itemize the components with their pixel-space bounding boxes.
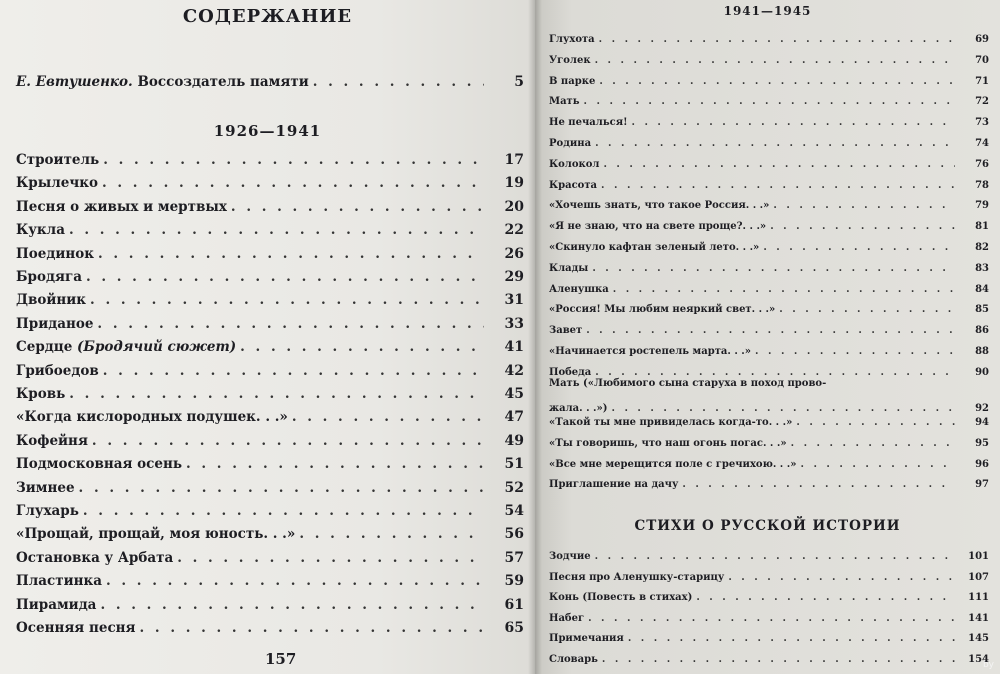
dot-leader — [86, 269, 484, 285]
toc-entry-page: 31 — [504, 292, 524, 309]
dot-leader — [601, 180, 955, 191]
dot-leader — [631, 117, 955, 128]
toc-entry-page: 111 — [968, 592, 989, 604]
toc-entry-page: 97 — [975, 479, 989, 491]
toc-entry — [549, 193, 989, 211]
section-heading-russian-history: СТИХИ О РУССКОЙ ИСТОРИИ — [634, 518, 901, 534]
toc-entry — [549, 452, 989, 470]
dot-leader — [801, 459, 956, 470]
toc-entry-title: «Все мне мерещится поле с гречихою. . .» — [549, 458, 797, 470]
toc-entry-page: 74 — [975, 138, 989, 149]
toc-entry-page: 88 — [975, 346, 989, 357]
toc-entry-title: Конь (Повесть в стихах) — [549, 592, 693, 604]
mat-entry-page: 92 — [975, 403, 989, 414]
toc-entry — [16, 146, 524, 168]
dot-leader — [770, 221, 955, 232]
dot-leader — [603, 159, 955, 170]
toc-entry-page: 73 — [975, 117, 989, 129]
toc-entry-page: 76 — [975, 158, 989, 170]
toc-entry — [549, 27, 989, 45]
dot-leader — [595, 367, 955, 378]
toc-entry-title: Приданое — [16, 315, 94, 332]
dot-leader — [186, 456, 484, 472]
toc-entry-page: 79 — [975, 200, 989, 212]
toc-entry — [16, 544, 524, 566]
toc-entry — [549, 606, 989, 624]
dot-leader — [682, 479, 955, 490]
toc-entry-title: Победа — [549, 366, 592, 378]
dot-leader — [779, 304, 955, 315]
toc-entry-page: 17 — [504, 152, 524, 168]
dot-leader — [231, 199, 484, 215]
toc-entry-title: Колокол — [549, 158, 600, 170]
toc-entry-page: 78 — [975, 179, 989, 191]
toc-entry-page: 86 — [975, 325, 989, 337]
section-heading-1926-1941: 1926—1941 — [213, 122, 322, 140]
toc-entry — [549, 69, 989, 87]
dot-leader — [628, 633, 955, 644]
mat-entry-line1: Мать («Любимого сына старуха в поход прово- — [549, 378, 827, 389]
toc-entry-title: Остановка у Арбата — [16, 549, 174, 566]
toc-entry-title: Уголек — [549, 54, 591, 66]
toc-entry-title: Подмосковная осень — [16, 456, 182, 473]
intro-page: 5 — [514, 74, 524, 90]
dot-leader — [696, 592, 955, 603]
contents-title: СОДЕРЖАНИЕ — [182, 6, 353, 27]
dot-leader — [98, 246, 484, 262]
toc-entry-page: 83 — [975, 262, 989, 274]
toc-entry-title: Осенняя песня — [16, 620, 136, 636]
dot-leader — [796, 417, 955, 428]
dot-leader — [90, 292, 484, 308]
dot-leader — [106, 573, 484, 589]
toc-entry-title: Набег — [549, 612, 585, 624]
toc-entry-title: Кровь — [16, 386, 66, 402]
toc-entry-page: 29 — [504, 269, 524, 285]
dot-leader — [613, 284, 955, 295]
dot-leader — [728, 572, 955, 583]
dot-leader — [791, 438, 955, 449]
toc-entry-title: Кукла — [16, 222, 65, 239]
toc-entry-title: Пирамида — [16, 596, 97, 613]
toc-entry-title: Грибоедов — [16, 362, 99, 379]
toc-entry — [549, 173, 989, 191]
toc-entry-page: 95 — [975, 437, 989, 449]
toc-entry-title: «Я не знаю, что на свете проще?. . .» — [549, 221, 767, 233]
toc-entry — [549, 152, 989, 170]
toc-entry-page: 107 — [968, 571, 989, 583]
dot-leader — [69, 386, 484, 402]
toc-entry — [16, 310, 524, 332]
toc-entry — [549, 360, 989, 378]
toc-entry — [16, 169, 524, 191]
toc-entry-page: 94 — [975, 417, 989, 428]
dot-leader — [755, 346, 955, 357]
toc-entry-page: 41 — [504, 339, 524, 356]
toc-entry-title: В парке — [549, 75, 596, 87]
toc-entry-page: 54 — [504, 503, 524, 519]
toc-entry-page: 51 — [504, 456, 524, 473]
toc-entry-title: «Прощай, прощай, моя юность. . .» — [16, 526, 296, 543]
toc-entry-title: Зодчие — [549, 551, 591, 562]
dot-leader — [83, 503, 484, 519]
toc-entry-title: Песня про Аленушку-старицу — [549, 571, 725, 583]
dot-leader — [595, 55, 955, 66]
section-heading-1941-1945: 1941—1945 — [723, 4, 812, 18]
toc-entry — [16, 240, 524, 262]
toc-entry-title: Родина — [549, 138, 592, 149]
toc-entry-title: Не печалься! — [549, 117, 628, 129]
toc-entry-title: Поединок — [16, 245, 94, 262]
toc-entry — [549, 472, 989, 490]
dot-leader — [599, 34, 955, 45]
toc-entry-title: Зимнее — [16, 479, 75, 496]
toc-entry-page: 22 — [504, 222, 524, 239]
dot-leader — [586, 325, 955, 336]
dot-leader — [584, 96, 955, 107]
toc-entry — [549, 647, 989, 665]
toc-entry-page: 141 — [968, 612, 989, 624]
toc-entry-page: 45 — [504, 386, 524, 402]
toc-entry-title: Примечания — [549, 633, 624, 645]
toc-entry-title: «Когда кислородных подушек. . .» — [16, 409, 288, 426]
toc-entry-page: 47 — [504, 409, 524, 426]
toc-entry-title: Двойник — [16, 292, 87, 309]
toc-entry-page: 72 — [975, 96, 989, 108]
toc-entry — [16, 614, 524, 636]
toc-entry-title: «Скинуло кафтан зеленый лето. . .» — [549, 242, 760, 253]
dot-leader — [97, 316, 484, 332]
toc-entry-title: Крылечко — [16, 175, 98, 192]
toc-entry-title: «Такой ты мне привиделась когда-то. . .» — [549, 417, 793, 428]
toc-entry-title: Приглашение на дачу — [549, 479, 679, 491]
toc-entry — [549, 277, 989, 295]
toc-entry — [16, 450, 524, 472]
toc-entry-title: «Россия! Мы любим неяркий свет. . .» — [549, 304, 776, 316]
dot-leader — [599, 76, 955, 87]
toc-entry-title: Бродяга — [16, 269, 82, 285]
toc-entry — [549, 410, 989, 428]
toc-entry — [16, 193, 524, 215]
toc-entry — [16, 497, 524, 519]
dot-leader — [773, 200, 955, 211]
toc-entry-page: 71 — [975, 75, 989, 87]
toc-entry — [549, 544, 989, 562]
dot-leader — [177, 550, 484, 566]
toc-entry — [16, 474, 524, 496]
toc-entry-page: 101 — [968, 551, 989, 562]
right-page — [535, 0, 1000, 674]
toc-entry-page: 85 — [975, 304, 989, 316]
intro-author: Е. Евтушенко. — [16, 74, 133, 90]
toc-entry-page: 49 — [504, 432, 524, 449]
toc-entry-page: 59 — [504, 573, 524, 590]
toc-entry — [16, 427, 524, 449]
toc-entry-page: 57 — [504, 549, 524, 566]
dot-leader — [140, 620, 484, 636]
toc-entry — [16, 333, 524, 355]
toc-entry-title: Строитель — [16, 152, 100, 168]
toc-entry-page: 52 — [504, 479, 524, 496]
dot-leader — [103, 363, 484, 379]
dot-leader — [313, 74, 484, 90]
toc-entry-page: 42 — [504, 362, 524, 379]
toc-entry — [16, 263, 524, 285]
toc-entry-page: 20 — [504, 198, 524, 215]
dot-leader — [102, 175, 484, 191]
toc-entry-title: Аленушка — [549, 283, 609, 295]
toc-entry — [549, 297, 989, 315]
intro-entry — [16, 68, 524, 90]
toc-entry-page: 33 — [504, 315, 524, 332]
toc-entry-page: 82 — [975, 242, 989, 253]
dot-leader — [602, 654, 955, 665]
toc-entry-subtitle: (Бродячий сюжет) — [72, 339, 237, 356]
toc-entry — [549, 626, 989, 644]
mat-entry-line2: жала. . .») — [549, 403, 608, 414]
dot-leader — [595, 138, 955, 149]
toc-entry-title: «Ты говоришь, что наш огонь погас. . .» — [549, 437, 787, 449]
toc-entry-title: Глухарь — [16, 503, 79, 519]
toc-entry — [549, 431, 989, 449]
toc-entry-page: 154 — [968, 654, 989, 665]
toc-entry — [549, 110, 989, 128]
dot-leader — [588, 613, 955, 624]
toc-entry-page: 61 — [504, 596, 524, 613]
dot-leader — [763, 242, 955, 253]
book-gutter — [528, 0, 542, 674]
page-number: 157 — [265, 650, 297, 668]
dot-leader — [292, 409, 484, 425]
toc-entry-title: Клады — [549, 262, 589, 274]
dot-leader — [69, 222, 484, 238]
toc-entry-page: 70 — [975, 54, 989, 66]
toc-entry — [549, 131, 989, 149]
dot-leader — [299, 526, 484, 542]
toc-entry-page: 26 — [504, 245, 524, 262]
toc-entry — [549, 256, 989, 274]
toc-entry — [549, 339, 989, 357]
toc-entry-title: Кофейня — [16, 432, 88, 449]
toc-entry — [549, 585, 989, 603]
dot-leader — [100, 597, 484, 613]
toc-entry-title: Глухота — [549, 34, 595, 45]
dot-leader — [240, 339, 484, 355]
toc-entry — [16, 216, 524, 238]
dot-leader — [79, 480, 484, 496]
dot-leader — [592, 263, 955, 274]
intro-title — [16, 74, 309, 90]
toc-entry — [549, 565, 989, 583]
toc-entry — [549, 89, 989, 107]
toc-entry — [16, 520, 524, 542]
toc-entry — [16, 403, 524, 425]
dot-leader — [595, 551, 955, 562]
toc-entry — [16, 286, 524, 308]
toc-entry-title: Красота — [549, 179, 598, 191]
toc-entry — [549, 318, 989, 336]
toc-entry-page: 96 — [975, 458, 989, 470]
toc-entry-title: Сердце (Бродячий сюжет) — [16, 339, 237, 356]
intro-title-rest: Воссоздатель памяти — [132, 74, 309, 90]
toc-entry-page: 65 — [504, 620, 524, 636]
toc-entry — [16, 380, 524, 402]
toc-entry-title: Завет — [549, 325, 583, 337]
toc-entry — [16, 357, 524, 379]
toc-entry-title: Песня о живых и мертвых — [16, 198, 227, 215]
toc-entry-page: 81 — [975, 221, 989, 233]
toc-entry-page: 84 — [975, 283, 989, 295]
toc-entry-title: «Хочешь знать, что такое Россия. . .» — [549, 200, 770, 212]
toc-entry-title: Пластинка — [16, 573, 102, 590]
toc-entry-title: «Начинается ростепель марта. . .» — [549, 346, 752, 357]
toc-entry-page: 90 — [975, 366, 989, 378]
toc-entry-title: Мать — [549, 96, 580, 108]
toc-entry — [16, 591, 524, 613]
toc-entry-title: Словарь — [549, 654, 598, 665]
toc-entry-page: 145 — [968, 633, 989, 645]
toc-entry — [549, 235, 989, 253]
watermark: by — [982, 660, 994, 670]
dot-leader — [103, 152, 484, 168]
toc-entry — [16, 567, 524, 589]
toc-entry-page: 56 — [504, 526, 524, 543]
toc-entry — [549, 48, 989, 66]
toc-entry-page: 19 — [504, 175, 524, 192]
toc-entry — [549, 214, 989, 232]
dot-leader — [92, 433, 484, 449]
toc-entry-page: 69 — [975, 34, 989, 45]
